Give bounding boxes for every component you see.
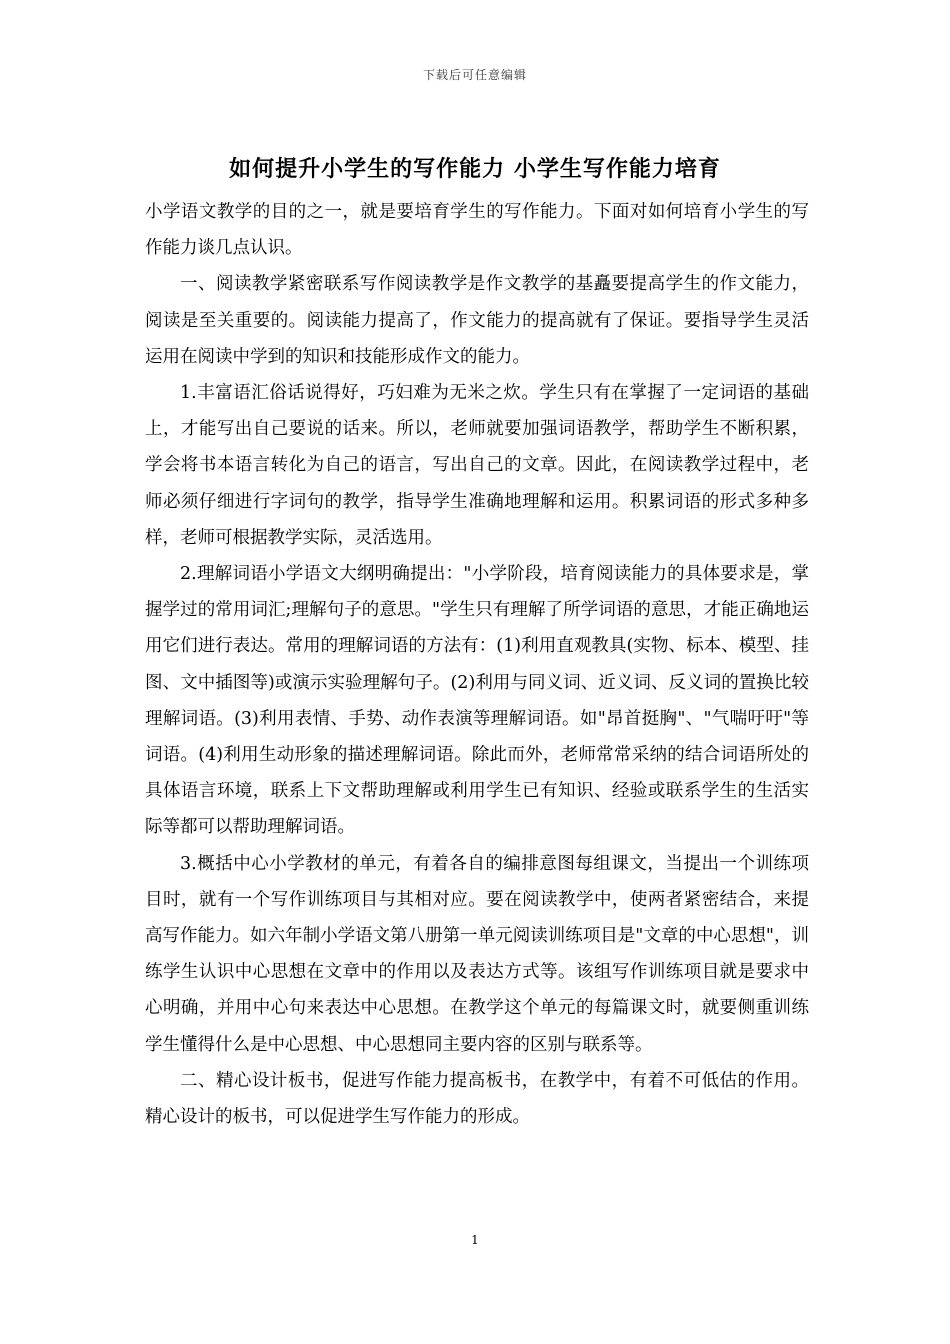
header-note: 下载后可任意编辑 xyxy=(422,68,527,82)
paragraph-item-2: 2.理解词语小学语文大纲明确提出："小学阶段，培育阅读能力的具体要求是，掌握学过的常用词汇;理解句子的意思。"学生只有理解了所学词语的意思，才能正确地运用它们进行表达。常用的理解词语的方法有：(1)利用直观教具(实物、标本、模型、挂图、文中插图等)或演示实验理解句子。(2)利用与同义词、近义词、反义词的置换比较理解词语。(3)利用表情、手势、动作表演等理解词语。如"昂首挺胸"、"气喘吁吁"等词语。(4)利用生动形象的描述理解词语。除此而外，老师常常采纳的结合词语所处的具体语言环境，联系上下文帮助理解或利用学生已有知识、经验或联系学生的生活实际等都可以帮助理解词语。 xyxy=(145,564,809,838)
paragraph-item-1: 1.丰富语汇俗话说得好，巧妇难为无米之炊。学生只有在掌握了一定词语的基础上，才能写出自己要说的话来。所以，老师就要加强词语教学，帮助学生不断积累，学会将书本语言转化为自己的语言，写出自己的文章。因此，在阅读教学过程中，老师必须仔细进行字词句的教学，指导学生准确地理解和运用。积累词语的形式多种多样，老师可根据教学实际，灵活选用。 xyxy=(145,383,809,548)
document-body xyxy=(145,194,809,1135)
paragraph-section-1: 一、阅读教学紧密联系写作阅读教学是作文教学的基矗要提高学生的作文能力，阅读是至关重要的。阅读能力提高了，作文能力的提高就有了保证。要指导学生灵活运用在阅读中学到的知识和技能形成作文的能力。 xyxy=(145,274,809,367)
paragraph-intro: 小学语文教学的目的之一，就是要培育学生的写作能力。下面对如何培育小学生的写作能力谈几点认识。 xyxy=(145,202,809,259)
paragraph-section-2: 二、精心设计板书，促进写作能力提高板书，在教学中，有着不可低估的作用。精心设计的板书，可以促进学生写作能力的形成。 xyxy=(145,1070,809,1128)
document-title: 如何提升小学生的写作能力 小学生写作能力培育 xyxy=(229,156,721,182)
paragraph-item-3: 3.概括中心小学教材的单元，有着各自的编排意图每组课文，当提出一个训练项目时，就有一个写作训练项目与其相对应。要在阅读教学中，使两者紧密结合，来提高写作能力。如六年制小学语文第八册第一单元阅读训练项目是"文章的中心思想"，训练学生认识中心思想在文章中的作用以及表达方式等。该组写作训练项目就是要求中心明确，并用中心句来表达中心思想。在教学这个单元的每篇课文时，就要侧重训练学生懂得什么是中心思想、中心思想同主要内容的区别与联系等。 xyxy=(145,853,809,1055)
page-number: 1 xyxy=(471,1233,479,1247)
